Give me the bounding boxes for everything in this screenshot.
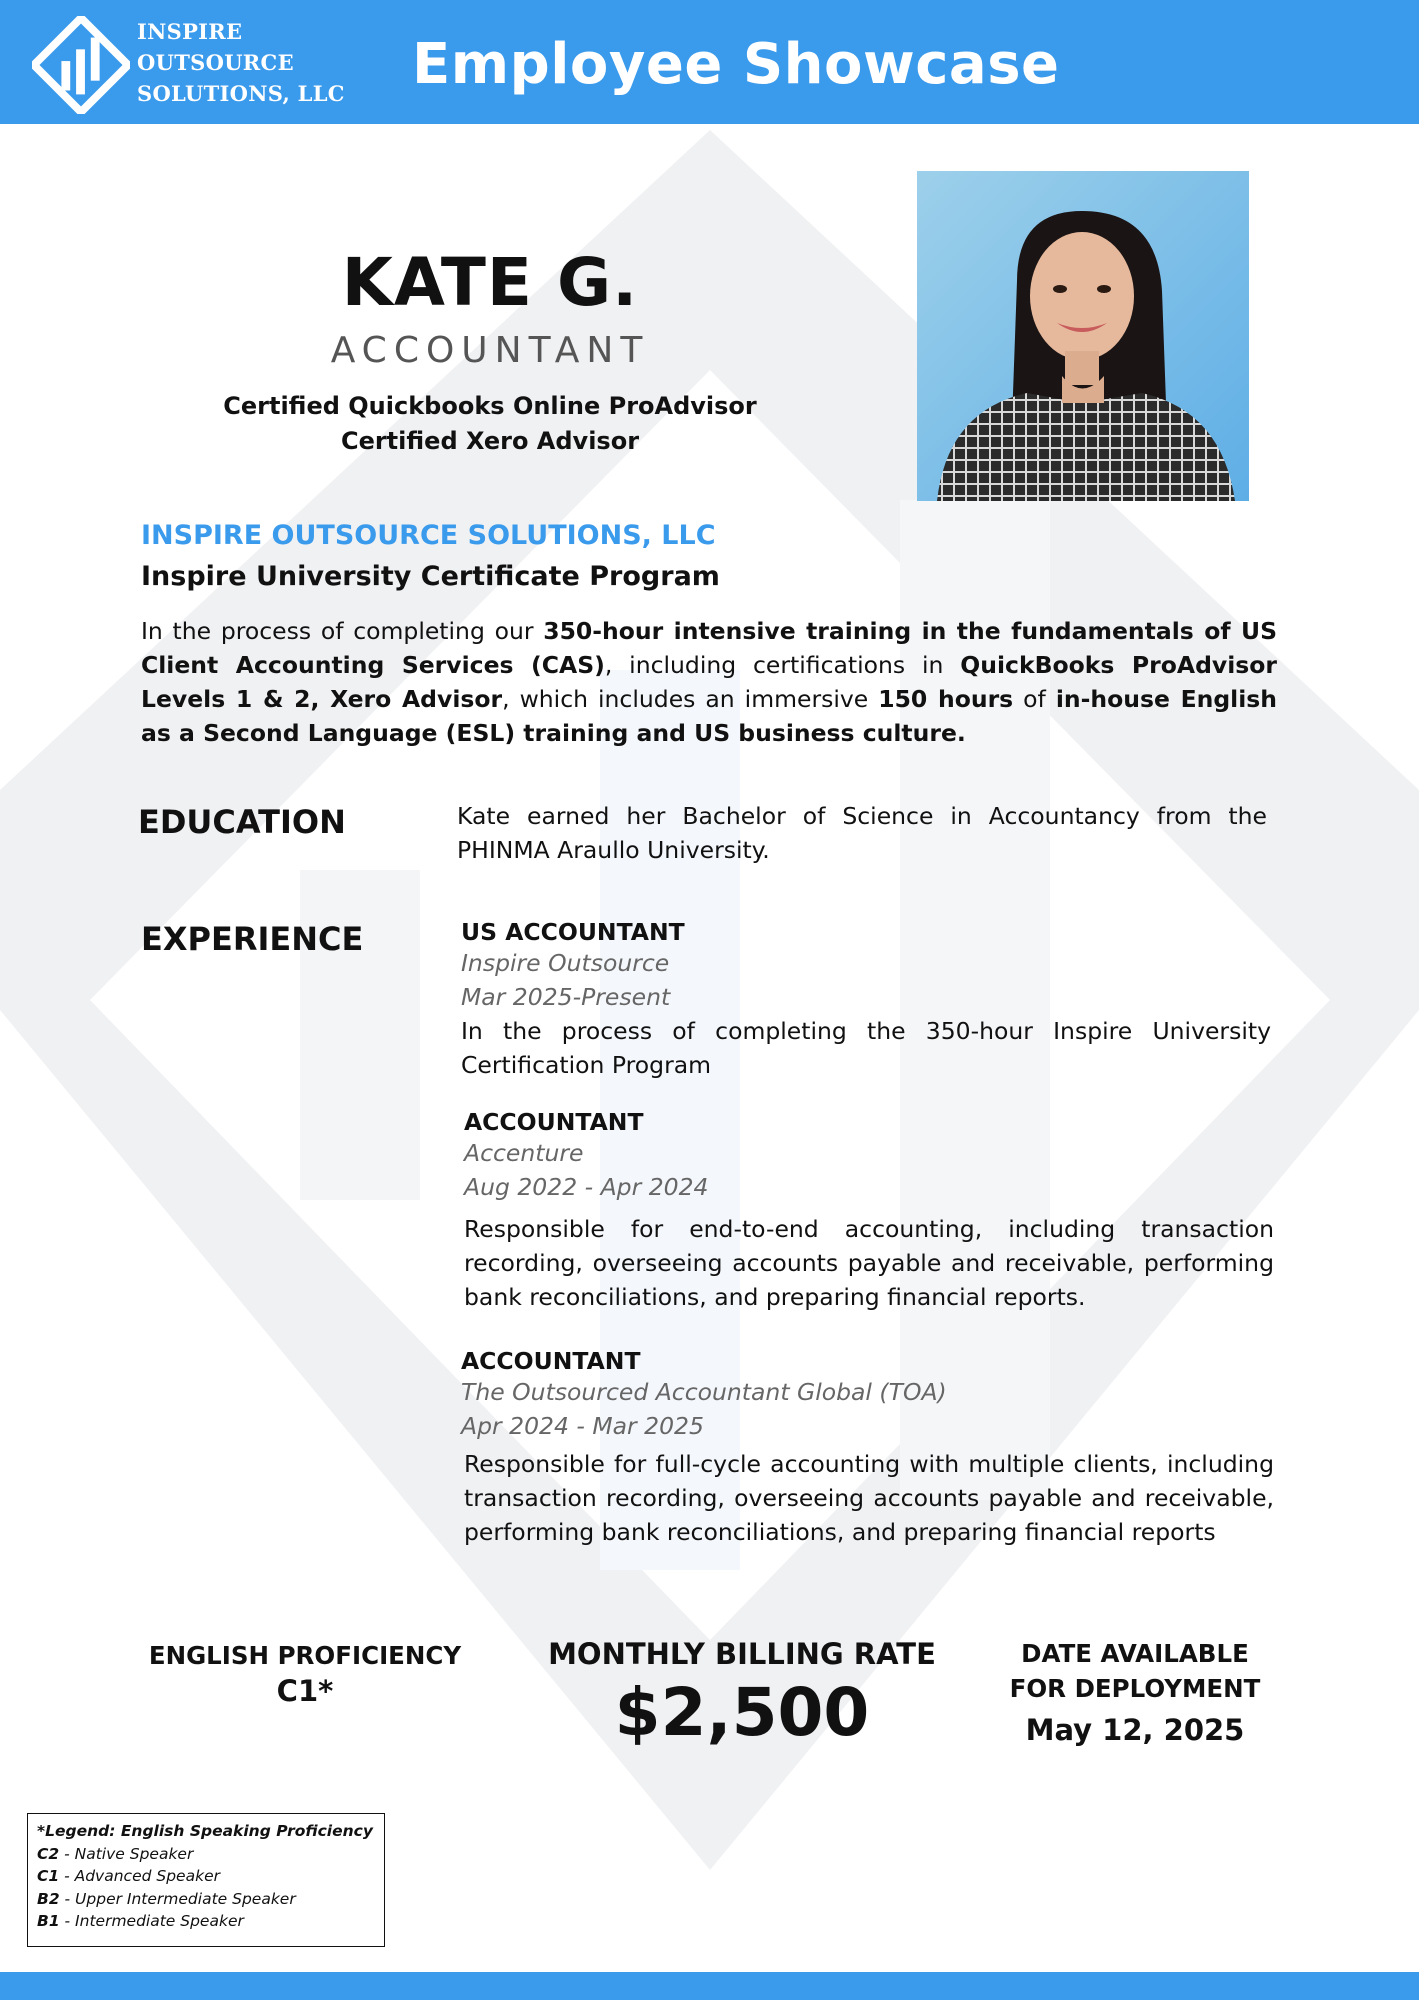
education-heading: EDUCATION xyxy=(138,803,346,841)
legend-desc: - Upper Intermediate Speaker xyxy=(59,1889,296,1908)
english-proficiency-label: ENGLISH PROFICIENCY xyxy=(148,1641,462,1670)
deployment-date-label: FOR DEPLOYMENT xyxy=(1009,1674,1261,1703)
education-text: Kate earned her Bachelor of Science in Accountancy from the PHINMA Araullo University. xyxy=(457,802,1267,864)
employee-name: KATE G. xyxy=(341,244,639,321)
program-description-segment: 350-hour intensive training in the fundamentals of US Client Accounting Services (CAS) xyxy=(141,617,1278,679)
legend-desc: - Advanced Speaker xyxy=(59,1867,220,1885)
legend-item xyxy=(37,1888,384,1911)
billing-rate-value: $2,500 xyxy=(614,1674,870,1751)
program-company: INSPIRE OUTSOURCE SOLUTIONS, LLC xyxy=(141,520,716,551)
company-logo-icon xyxy=(32,16,130,114)
logo-line: INSPIRE xyxy=(137,19,243,44)
billing-rate-block xyxy=(530,1634,954,1752)
legend-item xyxy=(37,1910,384,1933)
portrait-illustration xyxy=(917,171,1249,501)
job-title: ACCOUNTANT xyxy=(461,1347,641,1375)
certification-xero: Certified Xero Advisor xyxy=(340,427,640,455)
logo-line: SOLUTIONS, LLC xyxy=(137,81,345,106)
deployment-date-block xyxy=(985,1636,1285,1752)
billing-rate-label: MONTHLY BILLING RATE xyxy=(548,1637,936,1671)
legend-title: *Legend: English Speaking Proficiency xyxy=(37,1822,373,1840)
experience-entry xyxy=(464,1108,1274,1314)
job-description: Responsible for full-cycle accounting with multiple clients, including transaction recording, overseeing accounts payable and receivable, performing bank reconciliations, and preparing financial reports xyxy=(464,1450,1274,1546)
deployment-date-value: May 12, 2025 xyxy=(1025,1713,1245,1747)
employee-photo xyxy=(917,171,1249,501)
program-description-segment: 150 hours xyxy=(878,685,1014,713)
legend-item xyxy=(37,1843,384,1866)
job-dates: Aug 2022 - Apr 2024 xyxy=(464,1173,709,1201)
program-description-segment: of xyxy=(1013,685,1056,713)
header-bar xyxy=(0,0,1419,124)
certification-quickbooks: Certified Quickbooks Online ProAdvisor xyxy=(223,392,757,420)
job-title: ACCOUNTANT xyxy=(464,1108,644,1136)
job-description: In the process of completing the 350-hour Inspire University Certification Program xyxy=(461,1017,1271,1079)
job-dates: Apr 2024 - Mar 2025 xyxy=(461,1412,704,1440)
experience-entry xyxy=(461,918,1271,1082)
program-description-segment: In the process of completing our xyxy=(141,617,544,645)
legend-item xyxy=(37,1865,384,1888)
page-title: Employee Showcase xyxy=(412,32,1060,97)
program-description-segment: in-house English as a Second Language (ESL) training and US business culture. xyxy=(141,685,1278,747)
experience-heading: EXPERIENCE xyxy=(141,920,364,958)
job-dates: Mar 2025-Present xyxy=(461,983,671,1011)
experience-entry xyxy=(461,1347,1274,1549)
legend-desc: - Native Speaker xyxy=(59,1844,194,1863)
company-logo-text xyxy=(137,16,377,109)
program-description-segment: QuickBooks ProAdvisor Levels 1 & 2, Xero Advisor xyxy=(141,651,1277,713)
deployment-date-label: DATE AVAILABLE xyxy=(1021,1639,1249,1668)
program-description xyxy=(141,614,1277,750)
english-proficiency-value: C1* xyxy=(276,1674,334,1708)
legend-code: B1 xyxy=(37,1912,60,1930)
program-description-segment: , which includes an immersive xyxy=(502,685,879,713)
job-description: Responsible for end-to-end accounting, including transaction recording, overseeing accounts payable and receivable, performing bank reconciliations, and preparing financial reports. xyxy=(464,1215,1274,1311)
english-proficiency-block xyxy=(130,1638,480,1709)
legend-code: C1 xyxy=(37,1867,60,1885)
employee-role: ACCOUNTANT xyxy=(330,330,650,371)
legend-desc: - Intermediate Speaker xyxy=(59,1912,244,1930)
program-description-segment: , including certifications in xyxy=(604,651,961,679)
job-company: Accenture xyxy=(464,1139,584,1167)
logo-line: OUTSOURCE xyxy=(137,50,294,75)
job-company: The Outsourced Accountant Global (TOA) xyxy=(461,1378,947,1406)
footer-bar xyxy=(0,1972,1419,2000)
job-title: US ACCOUNTANT xyxy=(461,918,685,946)
proficiency-legend xyxy=(27,1813,385,1947)
legend-code: C2 xyxy=(37,1844,60,1863)
program-title: Inspire University Certificate Program xyxy=(141,561,720,592)
legend-code: B2 xyxy=(37,1889,60,1908)
job-company: Inspire Outsource xyxy=(461,949,670,977)
